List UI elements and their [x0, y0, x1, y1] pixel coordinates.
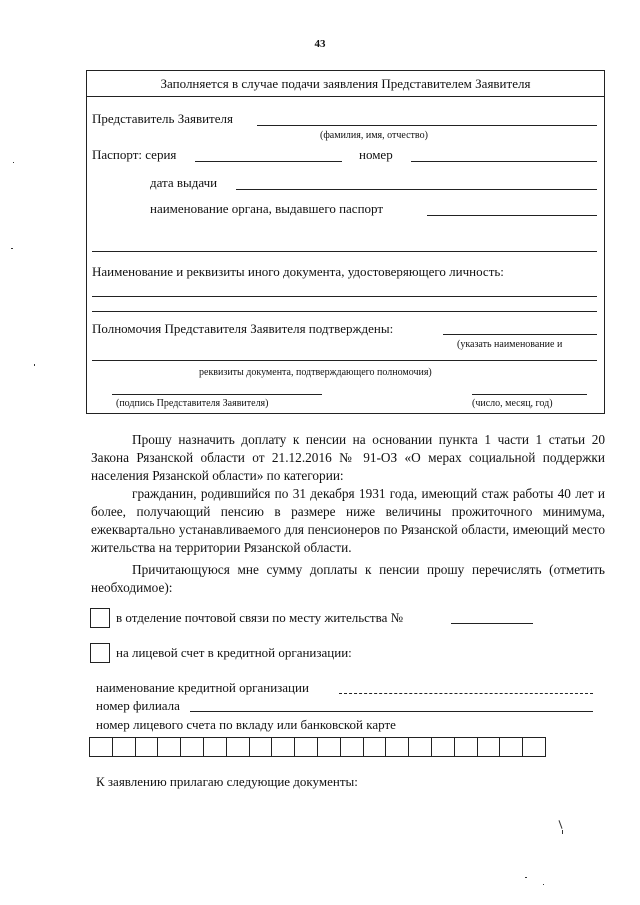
post-office-option-label: в отделение почтовой связи по месту жительства № [116, 610, 403, 625]
passport-series-field[interactable] [195, 161, 342, 162]
account-digit-cell[interactable] [249, 737, 273, 757]
account-digit-cell[interactable] [363, 737, 387, 757]
issuing-authority-field[interactable] [427, 215, 597, 216]
payment-intro: Причитающуюся мне сумму доплаты к пенсии прошу перечислять (отметить необходимое): [91, 562, 605, 595]
scan-speck [558, 820, 562, 829]
scan-speck [11, 248, 13, 249]
attachments-label: К заявлению прилагаю следующие документы: [96, 774, 358, 789]
passport-number-field[interactable] [411, 161, 597, 162]
issue-date-field[interactable] [236, 189, 597, 190]
bank-name-label: наименование кредитной организации [96, 680, 309, 695]
scan-speck [525, 877, 527, 878]
date-field[interactable] [472, 394, 587, 395]
account-digit-cell[interactable] [294, 737, 318, 757]
powers-field[interactable] [443, 334, 597, 335]
account-digit-cell[interactable] [385, 737, 409, 757]
powers-label: Полномочия Представителя Заявителя подтверждены: [92, 321, 394, 336]
account-digit-cell[interactable] [340, 737, 364, 757]
scan-speck [13, 162, 14, 163]
other-document-field-2[interactable] [92, 311, 597, 312]
scan-speck [34, 364, 35, 366]
account-digit-cell[interactable] [135, 737, 159, 757]
account-digit-cell[interactable] [454, 737, 478, 757]
account-digit-cell[interactable] [89, 737, 113, 757]
category-paragraph: гражданин, родившийся по 31 декабря 1931 года, имеющий стаж работы 40 лет и более, получающий пенсию в размере ниже величины прожиточного минимума, ежеквартально устанавливаемого для пенсионеров по Рязанской области, имеющий место жительства на территории Рязанской области. [91, 486, 605, 555]
scan-speck [562, 830, 563, 834]
branch-number-label: номер филиала [96, 698, 180, 713]
account-digit-cell[interactable] [317, 737, 341, 757]
issuing-authority-label: наименование органа, выдавшего паспорт [150, 201, 384, 216]
signature-field[interactable] [112, 394, 322, 395]
page-number: 43 [314, 38, 326, 50]
issue-date-label: дата выдачи [150, 175, 218, 190]
post-office-checkbox[interactable] [90, 608, 110, 628]
passport-number-label: номер [359, 147, 393, 162]
request-paragraph: Прошу назначить доплату к пенсии на основании пункта 1 части 1 статьи 20 Закона Рязанской области от 21.12.2016 № 91-ОЗ «О мерах социальной поддержки населения Рязанской области» по категории: [91, 432, 605, 483]
powers-hint-2: реквизиты документа, подтверждающего полномочия) [199, 367, 432, 378]
account-digit-cell[interactable] [522, 737, 546, 757]
fio-hint: (фамилия, имя, отчество) [320, 130, 428, 141]
post-office-number-field[interactable] [451, 623, 533, 624]
powers-field-cont[interactable] [92, 360, 597, 361]
account-digit-cell[interactable] [408, 737, 432, 757]
representative-section [86, 70, 605, 414]
bank-account-checkbox[interactable] [90, 643, 110, 663]
date-hint: (число, месяц, год) [472, 398, 553, 409]
account-digit-cell[interactable] [203, 737, 227, 757]
account-digit-cell[interactable] [226, 737, 250, 757]
other-document-label: Наименование и реквизиты иного документа, удостоверяющего личность: [92, 264, 504, 279]
account-digit-cell[interactable] [157, 737, 181, 757]
bank-name-field[interactable] [339, 693, 593, 694]
header-divider [87, 96, 604, 97]
issuing-authority-field-cont[interactable] [92, 251, 597, 252]
representative-label: Представитель Заявителя [92, 111, 233, 126]
branch-number-field[interactable] [190, 711, 593, 712]
account-digit-cell[interactable] [180, 737, 204, 757]
representative-name-field[interactable] [257, 125, 597, 126]
account-number-cells[interactable] [89, 737, 545, 757]
powers-hint-1: (указать наименование и [457, 339, 563, 350]
account-number-label: номер лицевого счета по вкладу или банковской карте [96, 717, 396, 732]
representative-section-header: Заполняется в случае подачи заявления Представителем Заявителя [160, 76, 531, 91]
scan-speck [543, 884, 544, 885]
account-digit-cell[interactable] [431, 737, 455, 757]
account-digit-cell[interactable] [499, 737, 523, 757]
account-digit-cell[interactable] [271, 737, 295, 757]
account-digit-cell[interactable] [477, 737, 501, 757]
bank-account-option-label: на лицевой счет в кредитной организации: [116, 645, 352, 660]
account-digit-cell[interactable] [112, 737, 136, 757]
passport-series-label: Паспорт: серия [92, 147, 177, 162]
signature-hint: (подпись Представителя Заявителя) [116, 398, 269, 409]
other-document-field-1[interactable] [92, 296, 597, 297]
